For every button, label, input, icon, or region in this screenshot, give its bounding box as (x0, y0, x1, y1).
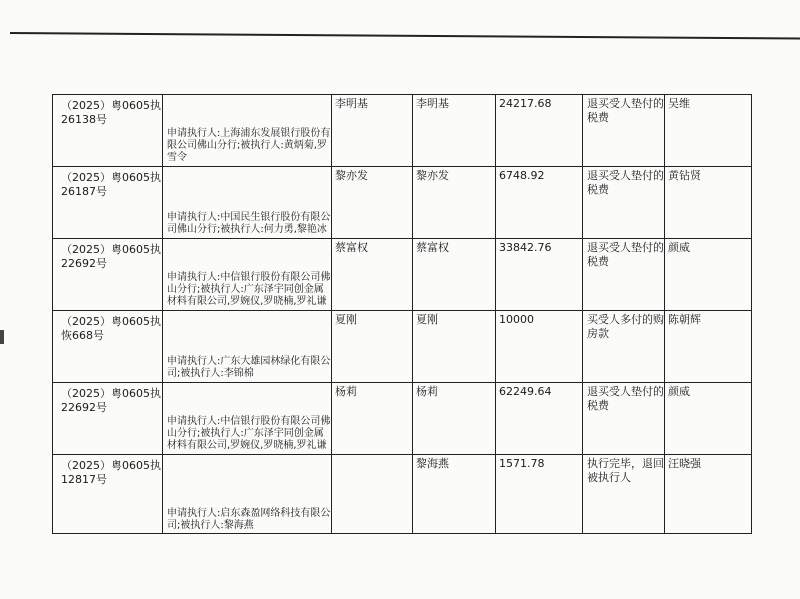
handler-cell: 汪晓强 (664, 454, 752, 534)
table-row (52, 310, 752, 382)
buyer-cell: 李明基 (331, 94, 412, 166)
amount-cell: 6748.92 (495, 166, 582, 238)
scan-mark (0, 330, 4, 344)
amount-cell: 24217.68 (495, 94, 582, 166)
parties-cell (162, 94, 331, 166)
parties-cell (162, 166, 331, 238)
parties-cell (162, 238, 331, 310)
handler-cell: 黄钻贤 (664, 166, 752, 238)
case-number-cell: （2025）粤0605执22692号 (52, 382, 162, 454)
parties-cell (162, 454, 331, 534)
parties-cell (162, 382, 331, 454)
table-row (52, 382, 752, 454)
parties-text: 申请执行人:中信银行股份有限公司佛山分行;被执行人:广东泽宇同创金属材料有限公司,罗婉仪,罗晓楠,罗礼谦 (167, 416, 331, 451)
paper-edge-line (10, 32, 800, 40)
case-number-cell: （2025）粤0605执22692号 (52, 238, 162, 310)
handler-cell: 吴维 (664, 94, 752, 166)
table-border (52, 533, 752, 534)
buyer-cell: 夏刚 (331, 310, 412, 382)
amount-cell: 62249.64 (495, 382, 582, 454)
buyer-cell: 蔡富权 (331, 238, 412, 310)
handler-cell: 陈朝辉 (664, 310, 752, 382)
parties-text: 申请执行人:中国民生银行股份有限公司佛山分行;被执行人:何力勇,黎艳冰 (167, 212, 331, 235)
parties-text: 申请执行人:上海浦东发展银行股份有限公司佛山分行;被执行人:黄炳菊,罗雪令 (167, 128, 331, 163)
buyer-cell: 杨莉 (331, 382, 412, 454)
payee-cell: 杨莉 (412, 382, 495, 454)
payee-cell: 蔡富权 (412, 238, 495, 310)
table-row (52, 166, 752, 238)
handler-cell: 颜威 (664, 382, 752, 454)
case-number-cell: （2025）粤0605执12817号 (52, 454, 162, 534)
parties-cell (162, 310, 331, 382)
table-row (52, 454, 752, 534)
payee-cell: 李明基 (412, 94, 495, 166)
table-row (52, 94, 752, 166)
reason-cell: 执行完毕，退回被执行人 (582, 454, 664, 534)
reason-cell: 买受人多付的购房款 (582, 310, 664, 382)
amount-cell: 33842.76 (495, 238, 582, 310)
case-number-cell: （2025）粤0605执26187号 (52, 166, 162, 238)
case-number-cell: （2025）粤0605执恢668号 (52, 310, 162, 382)
refund-table (52, 94, 752, 534)
case-number-cell: （2025）粤0605执26138号 (52, 94, 162, 166)
parties-text: 申请执行人:启东森盈网络科技有限公司;被执行人:黎海燕 (167, 508, 331, 531)
payee-cell: 黎海燕 (412, 454, 495, 534)
parties-text: 申请执行人:广东大雄园林绿化有限公司;被执行人:李锦棉 (167, 356, 331, 379)
table-row (52, 238, 752, 310)
parties-text: 申请执行人:中信银行股份有限公司佛山分行;被执行人:广东泽宇同创金属材料有限公司,罗婉仪,罗晓楠,罗礼谦 (167, 272, 331, 307)
buyer-cell (331, 454, 412, 534)
reason-cell: 退买受人垫付的税费 (582, 382, 664, 454)
reason-cell: 退买受人垫付的税费 (582, 166, 664, 238)
handler-cell: 颜威 (664, 238, 752, 310)
payee-cell: 黎亦发 (412, 166, 495, 238)
buyer-cell: 黎亦发 (331, 166, 412, 238)
reason-cell: 退买受人垫付的税费 (582, 94, 664, 166)
reason-cell: 退买受人垫付的税费 (582, 238, 664, 310)
amount-cell: 1571.78 (495, 454, 582, 534)
table-border (751, 94, 752, 534)
amount-cell: 10000 (495, 310, 582, 382)
payee-cell: 夏刚 (412, 310, 495, 382)
